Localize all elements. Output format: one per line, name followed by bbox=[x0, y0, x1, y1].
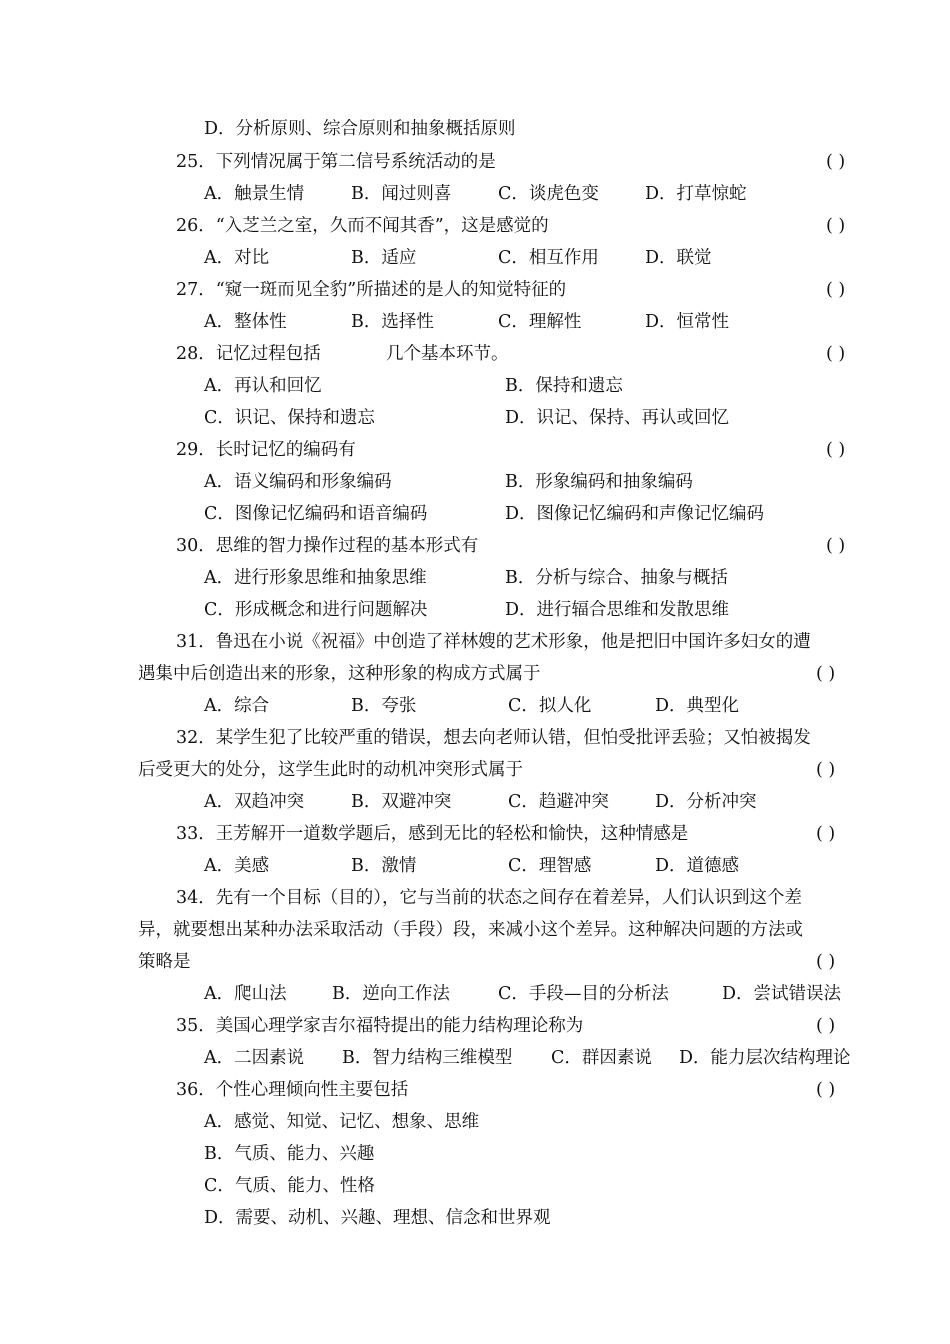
option-b: B．逆向工作法 bbox=[332, 984, 450, 1004]
question-31-options bbox=[0, 690, 950, 722]
answer-blank: ( ) bbox=[826, 344, 846, 364]
question-text: 34．先有一个目标（目的），它与当前的状态之间存在着差异，人们认识到这个差 bbox=[176, 888, 803, 908]
question-text: 32．某学生犯了比较严重的错误，想去向老师认错，但怕受批评丢验；又怕被揭发 bbox=[176, 728, 811, 748]
option-b: B．夸张 bbox=[351, 696, 417, 716]
question-text-continued: 策略是 bbox=[138, 952, 191, 972]
question-26-stem bbox=[0, 210, 950, 242]
question-32-stem bbox=[0, 754, 950, 786]
answer-blank: ( ) bbox=[816, 1016, 836, 1036]
question-text-continued: 异，就要想出某种办法采取活动（手段）段，来减小这个差异。这种解决问题的方法或 bbox=[138, 920, 803, 940]
option-c: C．拟人化 bbox=[508, 696, 592, 716]
option-a: A．爬山法 bbox=[204, 984, 287, 1004]
answer-blank: ( ) bbox=[816, 760, 836, 780]
question-30-options bbox=[0, 594, 950, 626]
question-32-options bbox=[0, 786, 950, 818]
option-a: A．感觉、知觉、记忆、想象、思维 bbox=[204, 1112, 480, 1132]
option-c: C．趋避冲突 bbox=[508, 792, 609, 812]
question-text: 35．美国心理学家吉尔福特提出的能力结构理论称为 bbox=[176, 1016, 584, 1036]
question-31-stem bbox=[0, 658, 950, 690]
answer-blank: ( ) bbox=[826, 280, 846, 300]
question-25-options bbox=[0, 178, 950, 210]
question-text: 29．长时记忆的编码有 bbox=[176, 440, 356, 460]
question-35-options bbox=[0, 1042, 950, 1074]
answer-blank: ( ) bbox=[816, 824, 836, 844]
option-a: A．整体性 bbox=[204, 312, 287, 332]
option-d: D．图像记忆编码和声像记忆编码 bbox=[505, 504, 765, 524]
option-c: C．理解性 bbox=[498, 312, 582, 332]
question-25-stem bbox=[0, 146, 950, 178]
question-text: 36．个性心理倾向性主要包括 bbox=[176, 1080, 409, 1100]
option-c: C．谈虎色变 bbox=[498, 184, 599, 204]
question-36-options bbox=[0, 1202, 950, 1234]
question-34-stem bbox=[0, 946, 950, 978]
option-d: D．需要、动机、兴趣、理想、信念和世界观 bbox=[204, 1208, 551, 1228]
option-a: A．双趋冲突 bbox=[204, 792, 305, 812]
option-a: A．进行形象思维和抽象思维 bbox=[204, 568, 427, 588]
question-26-options bbox=[0, 242, 950, 274]
option-b: B．形象编码和抽象编码 bbox=[505, 472, 693, 492]
option-d: D．联觉 bbox=[645, 248, 712, 268]
question-text-continued: 后受更大的处分，这学生此时的动机冲突形式属于 bbox=[138, 760, 523, 780]
question-28-options bbox=[0, 370, 950, 402]
option-a: A．综合 bbox=[204, 696, 270, 716]
question-35-stem bbox=[0, 1010, 950, 1042]
option-b: B．双避冲突 bbox=[351, 792, 452, 812]
question-text: 26．“入芝兰之室，久而不闻其香”，这是感觉的 bbox=[176, 216, 549, 236]
question-text: 28．记忆过程包括 bbox=[176, 344, 321, 364]
question-text-continued: 遇集中后创造出来的形象，这种形象的构成方式属于 bbox=[138, 664, 541, 684]
question-30-options bbox=[0, 562, 950, 594]
question-34-stem bbox=[0, 882, 950, 914]
question-text-continued: 几个基本环节。 bbox=[386, 344, 509, 364]
option-a: A．二因素说 bbox=[204, 1048, 305, 1068]
question-text: 33．王芳解开一道数学题后，感到无比的轻松和愉快，这种情感是 bbox=[176, 824, 689, 844]
question-text: 25．下列情况属于第二信号系统活动的是 bbox=[176, 152, 496, 172]
question-27-stem bbox=[0, 274, 950, 306]
option-b: B．选择性 bbox=[351, 312, 434, 332]
question-30-stem bbox=[0, 530, 950, 562]
question-36-options bbox=[0, 1138, 950, 1170]
answer-blank: ( ) bbox=[816, 952, 836, 972]
option-d: D．打草惊蛇 bbox=[645, 184, 747, 204]
option-d: D．恒常性 bbox=[645, 312, 730, 332]
question-text: 27．“窥一斑而见全豹”所描述的是人的知觉特征的 bbox=[176, 280, 567, 300]
question-36-options bbox=[0, 1106, 950, 1138]
answer-blank: ( ) bbox=[826, 536, 846, 556]
option-b: B．激情 bbox=[351, 856, 417, 876]
option-d: D．尝试错误法 bbox=[722, 984, 842, 1004]
question-34-options bbox=[0, 978, 950, 1010]
option-b: B．保持和遗忘 bbox=[505, 376, 623, 396]
option-c: C．图像记忆编码和语音编码 bbox=[204, 504, 428, 524]
option-c: C．形成概念和进行问题解决 bbox=[204, 600, 428, 620]
option-b: B．适应 bbox=[351, 248, 417, 268]
option-row bbox=[0, 113, 950, 145]
question-33-options bbox=[0, 850, 950, 882]
option-d: D．道德感 bbox=[655, 856, 740, 876]
option-c: C．理智感 bbox=[508, 856, 592, 876]
question-33-stem bbox=[0, 818, 950, 850]
question-29-stem bbox=[0, 434, 950, 466]
option-b: B．智力结构三维模型 bbox=[342, 1048, 513, 1068]
option-c: C．相互作用 bbox=[498, 248, 599, 268]
question-32-stem bbox=[0, 722, 950, 754]
answer-blank: ( ) bbox=[816, 664, 836, 684]
option-c: C．群因素说 bbox=[551, 1048, 652, 1068]
question-34-stem bbox=[0, 914, 950, 946]
answer-blank: ( ) bbox=[826, 152, 846, 172]
question-text: 31．鲁迅在小说《祝福》中创造了祥林嫂的艺术形象，他是把旧中国许多妇女的遭 bbox=[176, 632, 811, 652]
answer-blank: ( ) bbox=[816, 1080, 836, 1100]
option-d: D．识记、保持、再认或回忆 bbox=[505, 408, 730, 428]
option-a: A．美感 bbox=[204, 856, 270, 876]
question-36-options bbox=[0, 1170, 950, 1202]
option-b: B．闻过则喜 bbox=[351, 184, 452, 204]
answer-blank: ( ) bbox=[826, 440, 846, 460]
question-28-options bbox=[0, 402, 950, 434]
question-31-stem bbox=[0, 626, 950, 658]
option-c: C．手段—目的分析法 bbox=[498, 984, 669, 1004]
question-29-options bbox=[0, 466, 950, 498]
option-d: D．典型化 bbox=[655, 696, 740, 716]
option-c: C．气质、能力、性格 bbox=[204, 1176, 375, 1196]
option-a: A．对比 bbox=[204, 248, 270, 268]
question-text: 30．思维的智力操作过程的基本形式有 bbox=[176, 536, 479, 556]
answer-blank: ( ) bbox=[826, 216, 846, 236]
option-b: B．分析与综合、抽象与概括 bbox=[505, 568, 728, 588]
question-27-options bbox=[0, 306, 950, 338]
option-c: C．识记、保持和遗忘 bbox=[204, 408, 375, 428]
option-d: D．分析原则、综合原则和抽象概括原则 bbox=[204, 119, 516, 139]
option-a: A．语义编码和形象编码 bbox=[204, 472, 392, 492]
option-a: A．触景生情 bbox=[204, 184, 305, 204]
option-a: A．再认和回忆 bbox=[204, 376, 322, 396]
option-d: D．进行辐合思维和发散思维 bbox=[505, 600, 730, 620]
question-36-stem bbox=[0, 1074, 950, 1106]
option-d: D．能力层次结构理论 bbox=[679, 1048, 851, 1068]
option-d: D．分析冲突 bbox=[655, 792, 757, 812]
question-28-stem bbox=[0, 338, 950, 370]
option-b: B．气质、能力、兴趣 bbox=[204, 1144, 375, 1164]
question-29-options bbox=[0, 498, 950, 530]
